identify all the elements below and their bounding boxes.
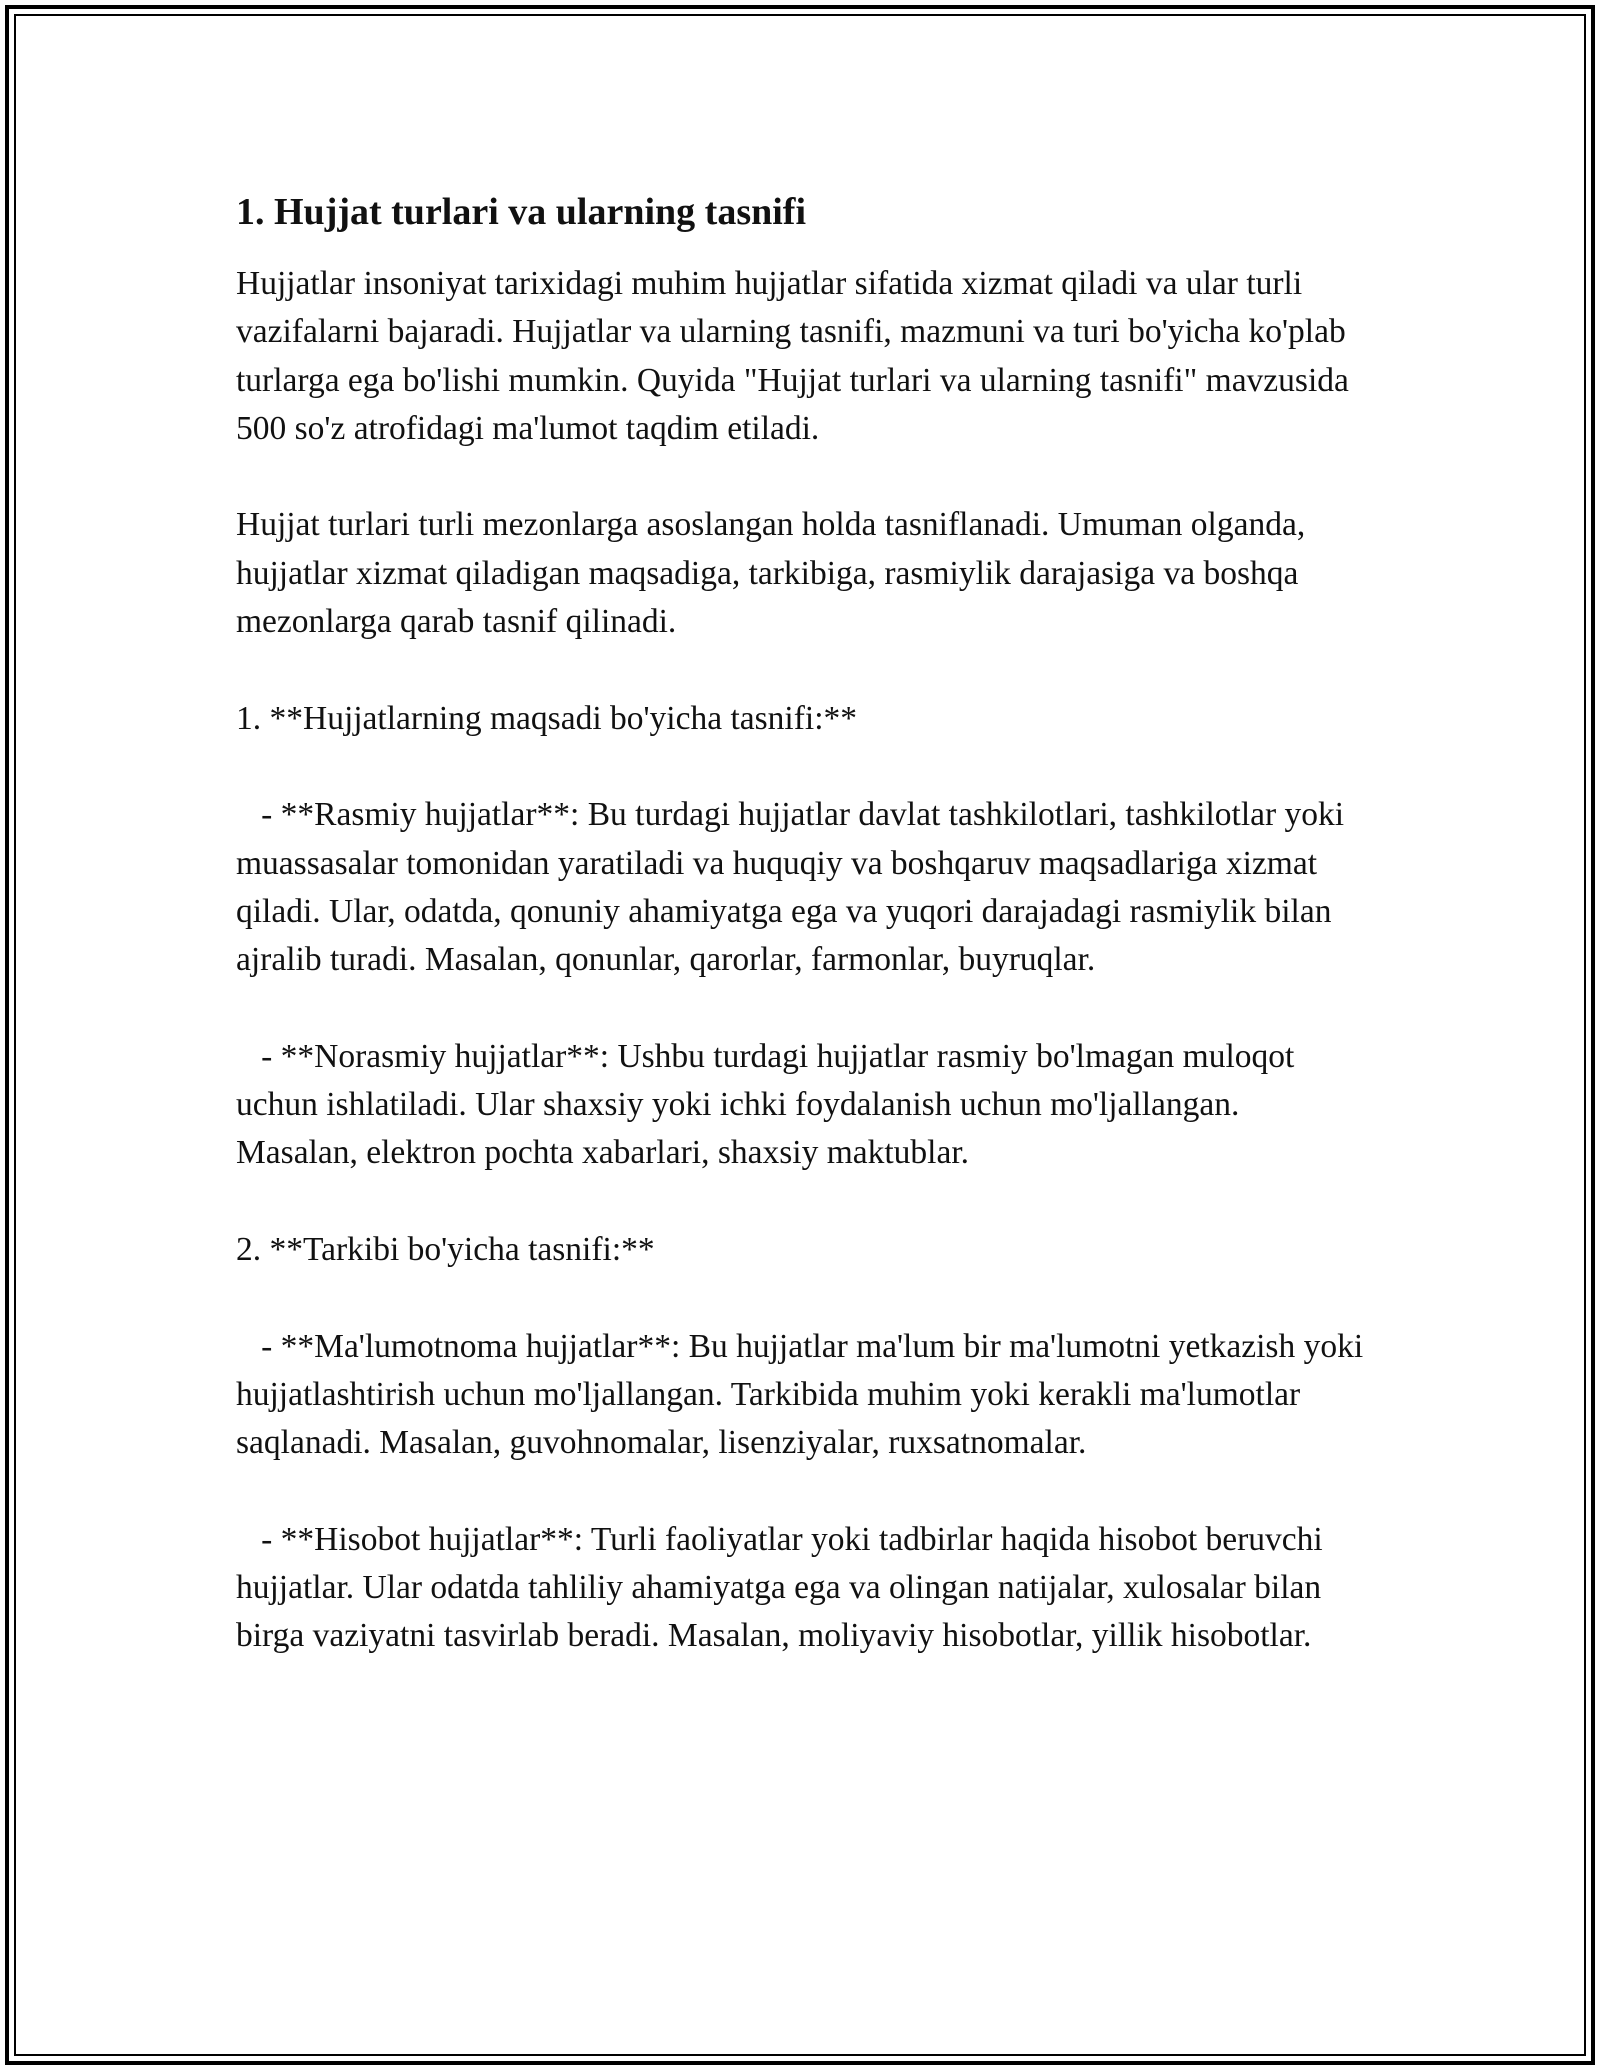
list-item-unofficial-documents: - **Norasmiy hujjatlar**: Ushbu turdagi hujjatlar rasmiy bo'lmagan muloqot uchun ishlatiladi. Ular shaxsiy yoki ichki foydalanish uchun mo'ljallangan. Masalan, elektron pochta xabarlari, shaxsiy maktublar.: [236, 1037, 1303, 1172]
list-item-report-documents: - **Hisobot hujjatlar**: Turli faoliyatlar yoki tadbirlar haqida hisobot beruvchi hujjatlar. Ular odatda tahliliy ahamiyatga ega va olingan natijalar, xulosalar bilan birga vaziyatni tasvirlab beradi. Masalan, moliyaviy hisobotlar, yillik hisobotlar.: [236, 1520, 1332, 1655]
intro-paragraph-1: Hujjatlar insoniyat tarixidagi muhim hujjatlar sifatida xizmat qiladi va ular turli vazifalarni bajaradi. Hujjatlar va ularning tasnifi, mazmuni va turi bo'yicha ko'plab turlarga ega bo'lishi mumkin. Quyida "Hujjat turlari va ularning tasnifi" mavzusida 500 so'z atrofidagi ma'lumot taqdim etiladi.: [236, 265, 1349, 447]
paragraph-spacer: [236, 743, 1366, 791]
paragraph-spacer: [236, 984, 1366, 1032]
section-heading-purpose: 1. **Hujjatlarning maqsadi bo'yicha tasnifi:**: [236, 699, 858, 737]
intro-paragraph-2: Hujjat turlari turli mezonlarga asoslangan holda tasniflanadi. Umuman olganda, hujjatlar xizmat qiladigan maqsadiga, tarkibiga, rasmiylik darajasiga va boshqa mezonlarga qarab tasnif qilinadi.: [236, 506, 1306, 641]
list-item-reference-documents: - **Ma'lumotnoma hujjatlar**: Bu hujjatlar ma'lum bir ma'lumotni yetkazish yoki hujjatlashtirish uchun mo'ljallangan. Tarkibida muhim yoki kerakli ma'lumotlar saqlanadi. Masalan, guvohnomalar, lisenziyalar, ruxsatnomalar.: [236, 1327, 1372, 1462]
document-body: [236, 186, 1372, 1661]
paragraph-spacer: [236, 1274, 1366, 1322]
list-item-official-documents: - **Rasmiy hujjatlar**: Bu turdagi hujjatlar davlat tashkilotlari, tashkilotlar yoki muassasalar tomonidan yaratiladi va huquqiy va boshqaruv maqsadlariga xizmat qiladi. Ular, odatda, qonuniy ahamiyatga ega va yuqori darajadagi rasmiylik bilan ajralib turadi. Masalan, qonunlar, qarorlar, farmonlar, buyruqlar.: [236, 796, 1353, 979]
paragraph-spacer: [236, 453, 1366, 501]
section-heading-content: 2. **Tarkibi bo'yicha tasnifi:**: [236, 1230, 655, 1268]
paragraph-spacer: [236, 1178, 1366, 1226]
document-title: 1. Hujjat turlari va ularning tasnifi: [236, 191, 807, 233]
paragraph-spacer: [236, 1467, 1366, 1515]
paragraph-spacer: [236, 646, 1366, 694]
